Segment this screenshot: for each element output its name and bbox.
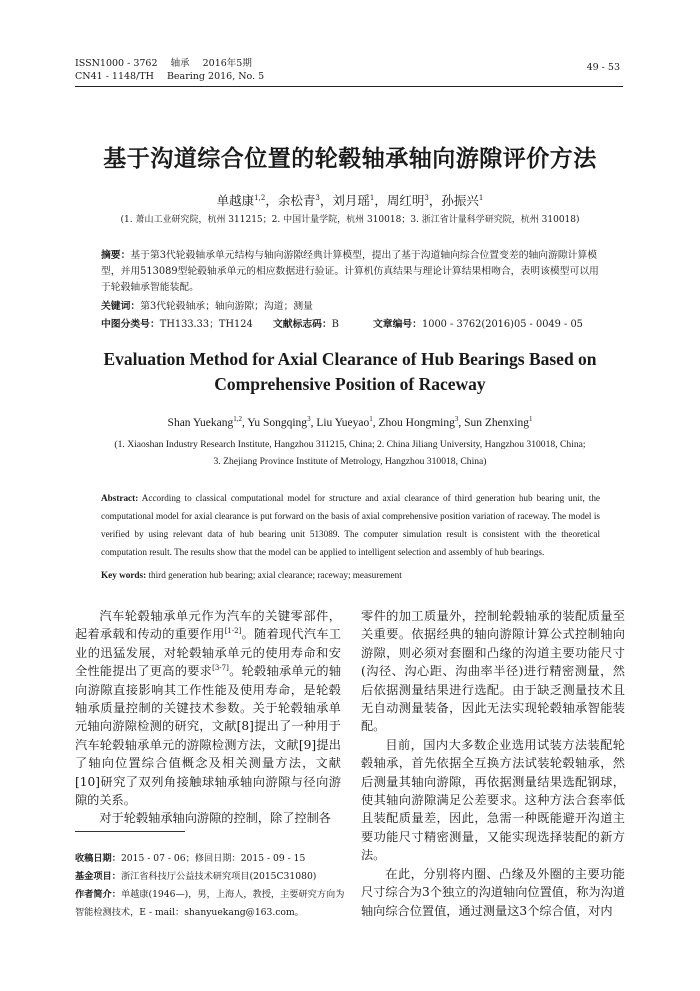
- author-affil-mark: 3: [424, 193, 429, 202]
- affiliation-en: (1. Xiaoshan Industry Research Institute, Hangzhou 311215, China; 2. China Jiliang University, Hangzhou 310018, China; 3. Zhejiang Province Institute of Metrology, Hangzhou 310018, China): [114, 439, 586, 467]
- author-affil-mark: 3: [307, 415, 311, 424]
- authors-en: Shan Yuekang$^{1,2}$, Yu Songqing$^3$, Liu Yueyao$^1$, Zhou Hongming$^3$, Sun Zhenxing$^1$: [167, 415, 533, 429]
- journal-name-cn: 轴承: [170, 58, 190, 69]
- header-rule: [75, 86, 623, 87]
- doc-code: 文献标志码：B: [273, 319, 339, 330]
- keywords-cn-label: 关键词：: [101, 301, 141, 312]
- abstract-en-label: Abstract:: [101, 493, 139, 503]
- author-name: Sun Zhenxing: [464, 417, 529, 429]
- page-range: 49 - 53: [586, 62, 620, 73]
- issn: ISSN1000 - 3762: [75, 58, 158, 69]
- author-affil-mark: 1: [528, 415, 533, 424]
- journal-header: [75, 57, 274, 83]
- abstract-en: [101, 489, 600, 561]
- clc-code: 中图分类号：TH133.33；TH124: [101, 319, 253, 330]
- issue-cn: 2016年5期: [202, 58, 252, 69]
- keywords-en: [101, 570, 402, 580]
- body-paragraph: 零件的加工质量外，控制轮毂轴承的装配质量至关重要。依据经典的轴向游隙计算公式控制轴向游隙，则必须对套圈和凸缘的沟道主要功能尺寸(沟径、沟心距、沟曲率半径)进行精密测量，然后依据测量结果进行选配。由于缺乏测量技术且无自动测量装备，因此无法实现轮毂轴承智能装配。: [361, 609, 625, 734]
- author-affil-mark: 1: [369, 193, 375, 202]
- title-en-line2: Comprehensive Position of Raceway: [214, 374, 486, 394]
- body-paragraph: 目前，国内大多数企业选用试装方法装配轮毂轴承，首先依据全互换方法试装轮毂轴承，然后测量其轴向游隙，再依据测量结果选配钢球，使其轴向游隙满足公差要求。这种方法合套率低且装配质量差，因此，急需一种既能避开沟道主要功能尺寸精密测量，又能实现选择装配的新方法。: [361, 737, 625, 863]
- footnote-author: 作者简介：单越康(1946—)，男，上海人，教授，主要研究方向为智能检测技术，E - mail：shanyuekang@163.com。: [75, 889, 345, 918]
- footnote-fund: 基金项目：浙江省科技厅公益技术研究项目(2015C31080): [75, 871, 317, 882]
- citation: [1-2]: [224, 627, 242, 636]
- journal-name-en: Bearing 2016, No. 5: [166, 71, 265, 82]
- abstract-cn: [101, 248, 601, 296]
- body-paragraph: 汽车轮毂轴承单元作为汽车的关键零部件，起着承载和传动的重要作用[1-2]。随着现代汽车工业的迅猛发展，对轮毂轴承单元的使用寿命和安全性能提出了更高的要求[3-7]。轮毂轴承单元的轴向游隙直接影响其工作性能及使用寿命，是轮毂轴承质量控制的关键技术参数。关于轮毂轴承单元轴向游隙检测的研究，文献[8]提出了一种用于汽车轮毂轴承单元的游隙检测方法，文献[9]提出了轴向位置综合值概念及相关测量方法，文献[10]研究了双列角接触球轴承轴向游隙与径向游隙的关系。: [75, 609, 342, 808]
- cn-code: CN41 - 1148/TH: [75, 71, 154, 82]
- title-en-line1: Evaluation Method for Axial Clearance of Hub Bearings Based on: [103, 349, 597, 369]
- author-name: Zhou Hongming: [378, 417, 455, 429]
- author-affil-mark: 1,2: [254, 193, 266, 202]
- author-name: 周红明: [386, 193, 425, 208]
- author-name: Shan Yuekang: [167, 417, 234, 429]
- abstract-cn-text: 基于第3代轮毂轴承单元结构与轴向游隙经典计算模型，提出了基于沟道轴向综合位置变差的轴向游隙计算模型，并用513089型轮毂轴承单元的相应数据进行验证。计算机仿真结果与理论计算结果相吻合，表明该模型可以用于轮毂轴承智能装配。: [101, 250, 599, 293]
- author-name: Liu Yueyao: [316, 417, 370, 429]
- author-affil-mark: 1: [478, 193, 484, 202]
- keywords-en-label: Key words:: [101, 570, 147, 580]
- author-affil-mark: 1: [369, 415, 373, 424]
- author-name: 余松青: [277, 193, 316, 208]
- author-name: 单越康: [216, 193, 255, 208]
- author-affil-mark: 1,2: [233, 415, 242, 424]
- keywords-en-text: third generation hub bearing; axial clearance; raceway; measurement: [148, 570, 402, 580]
- title-cn: 基于沟道综合位置的轮毂轴承轴向游隙评价方法: [103, 145, 597, 172]
- footnote-dates: 收稿日期：2015 - 07 - 06；修回日期：2015 - 09 - 15: [75, 853, 306, 864]
- article-number: 文章编号：1000 - 3762(2016)05 - 0049 - 05: [373, 319, 583, 330]
- body-paragraph: 对于轮毂轴承轴向游隙的控制，除了控制各: [99, 811, 331, 826]
- authors-cn: 单越康$^{1,2}$，余松青$^3$，刘月瑶$^1$，周红明$^3$，孙振兴$^1$: [216, 193, 484, 208]
- body-column-left: [75, 607, 341, 828]
- body-paragraph: 在此，分别将内圈、凸缘及外圈的主要功能尺寸综合为3个独立的沟道轴向位置值，称为沟道轴向综合位置值，通过测量这3个综合值，对内: [361, 866, 625, 918]
- abstract-cn-label: 摘要：: [101, 250, 131, 261]
- author-name: Yu Songqing: [247, 417, 308, 429]
- author-name: 刘月瑶: [332, 193, 370, 208]
- abstract-en-text: According to classical computational model for structure and axial clearance of third generation hub bearing unit, the computational model for axial clearance is put forward on the basis of axial comprehensive position variation of raceway. The model is verified by using relevant data of hub bearing unit 513089. The computer simulation result is consistent with the theoretical computation result. The results show that the model can be applied to intelligent selection and assembly of hub bearings.: [101, 493, 600, 557]
- title-en: [0, 347, 700, 397]
- affiliation-cn: (1. 萧山工业研究院，杭州 311215；2. 中国计量学院，杭州 310018；3. 浙江省计量科学研究院，杭州 310018): [120, 215, 580, 225]
- footnote-rule: [75, 831, 185, 832]
- body-column-right: [361, 607, 625, 920]
- author-affil-mark: 3: [454, 415, 459, 424]
- keywords-cn: [101, 299, 601, 315]
- citation: [3-7]: [212, 664, 229, 673]
- author-name: 孙振兴: [441, 193, 479, 208]
- author-affil-mark: 3: [315, 193, 320, 202]
- keywords-cn-text: 第3代轮毂轴承；轴向游隙；沟道；测量: [140, 301, 313, 312]
